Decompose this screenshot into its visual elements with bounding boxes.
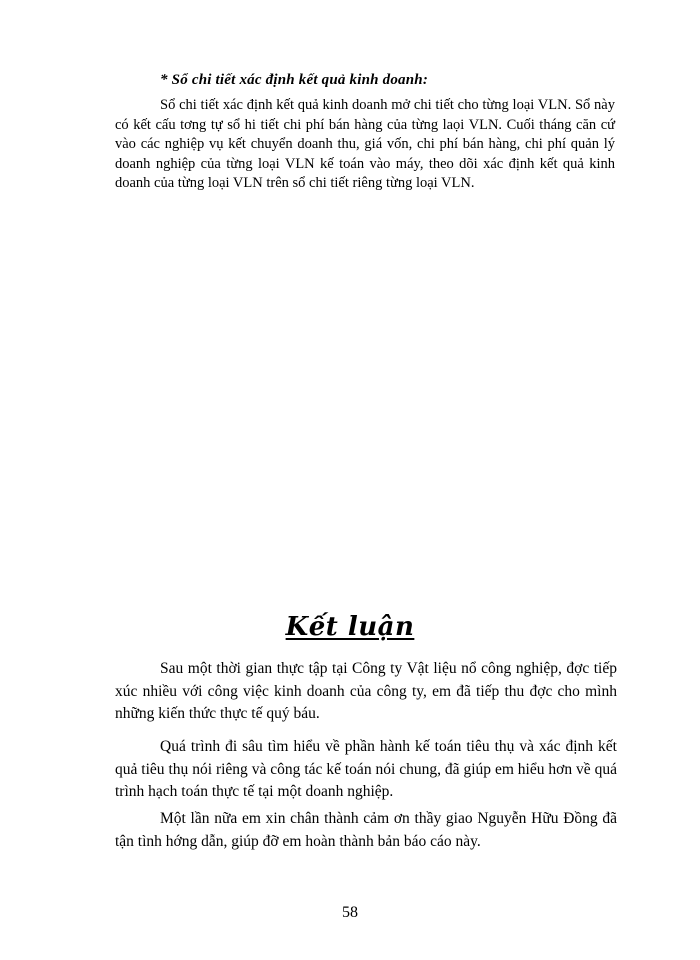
conclusion-paragraph-2: Quá trình đi sâu tìm hiểu về phần hành kế toán tiêu thụ và xác định kết quả tiêu thụ nói riêng và công tác kế toán nói chung, đã giúp em hiểu hơn về quá trình hạch toán thực tế tại một doanh nghiệp.	[115, 738, 617, 800]
conclusion-paragraph-1: Sau một thời gian thực tập tại Công ty Vật liệu nổ công nghiệp, đợc tiếp xúc nhiều với công việc kinh doanh của công ty, em đã tiếp thu đợc cho mình những kiến thức thực tế quý báu.	[115, 660, 617, 722]
section-heading: * Sổ chi tiết xác định kết quả kinh doanh:	[160, 72, 429, 88]
conclusion-paragraph-3: Một lần nữa em xin chân thành cảm ơn thầy giao Nguyễn Hữu Đồng đã tận tình hớng dẫn, giúp đỡ em hoàn thành bản báo cáo này.	[115, 810, 617, 850]
section-paragraph: Sổ chi tiết xác định kết quả kinh doanh mở chi tiết cho từng loại VLN. Sổ này có kết cấu tơng tự sổ hi tiết chi phí bán hàng của từng laọi VLN. Cuối tháng căn cứ vào các nghiệp vụ kết chuyển doanh thu, giá vốn, chi phí bán hàng, chi phí quản lý doanh nghiệp của từng loại VLN kế toán vào máy, theo dõi xác định kết quả kinh doanh của từng loại VLN trên sổ chi tiết riêng từng loại VLN.	[115, 97, 615, 191]
page-number: 58	[342, 904, 358, 921]
conclusion-title-text: Kết luận	[285, 612, 415, 642]
conclusion-title	[0, 612, 700, 642]
